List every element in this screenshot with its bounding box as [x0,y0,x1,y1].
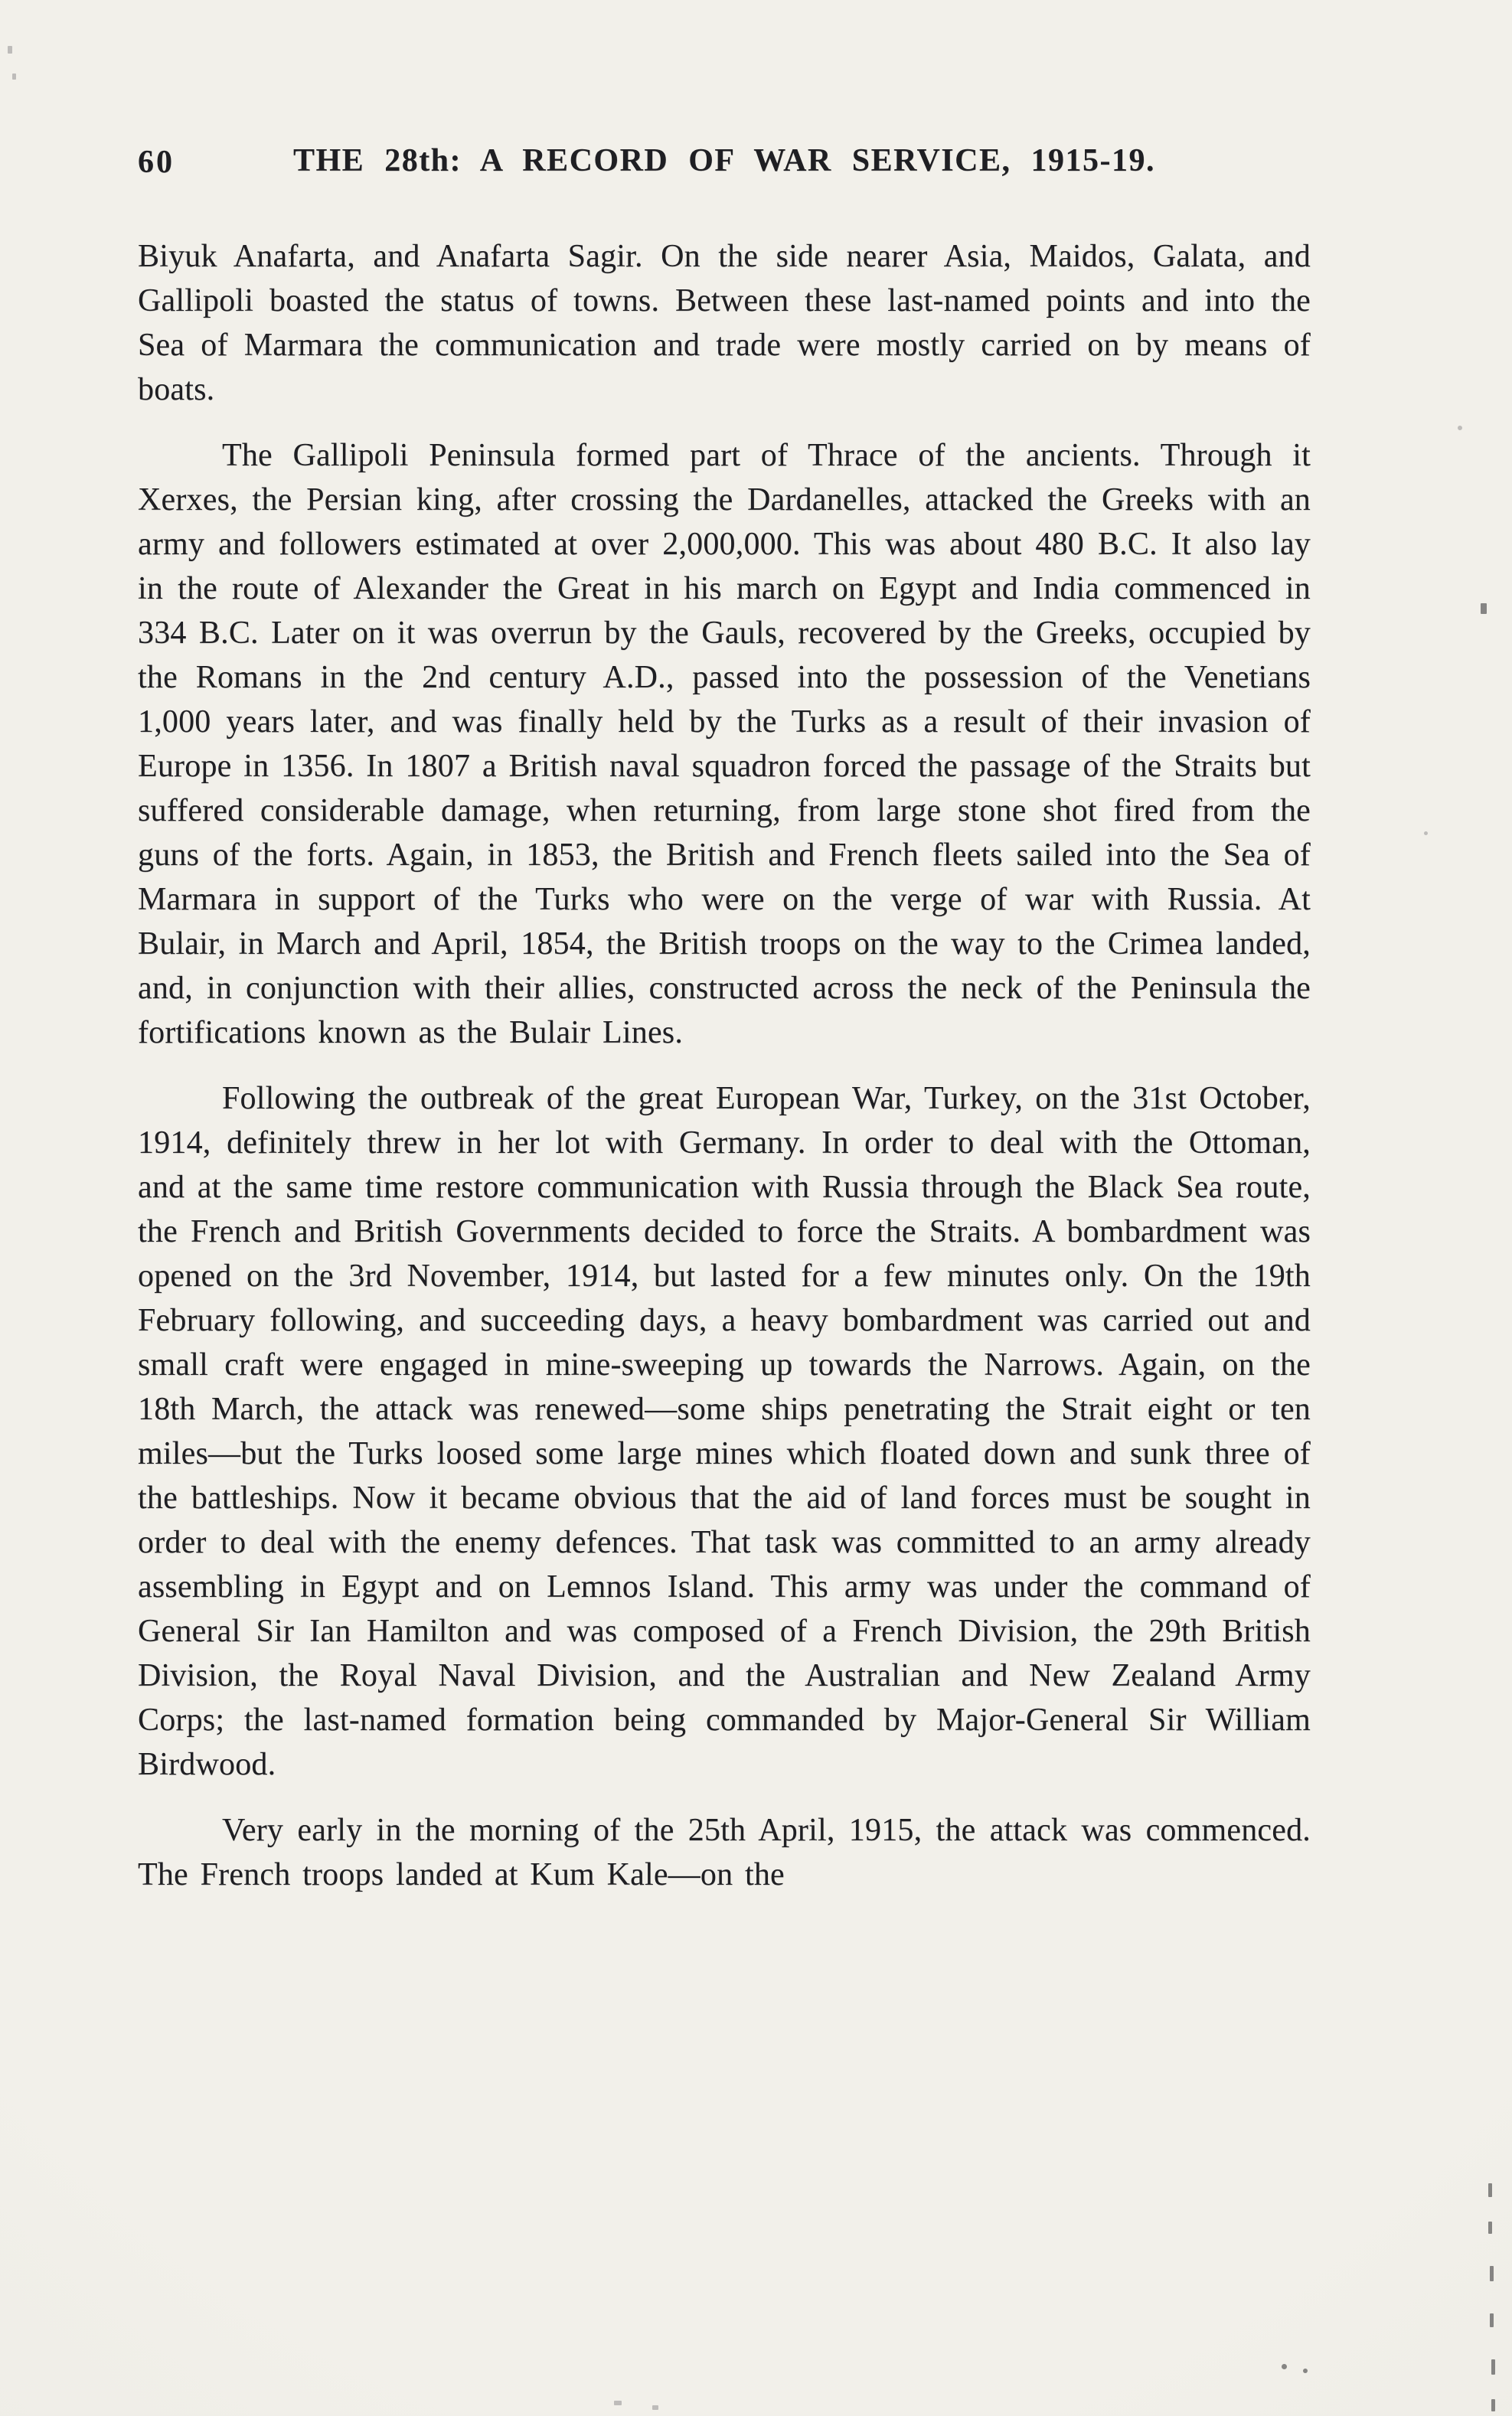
scan-speck [1481,603,1487,614]
scan-speck [1490,2266,1494,2281]
page-number: 60 [138,145,175,180]
scan-speck [1491,2399,1495,2411]
scan-speck [1282,2364,1287,2369]
scan-speck [1303,2369,1308,2373]
scan-speck [1424,831,1428,835]
scan-speck [12,73,16,80]
page-header [138,142,1311,188]
paragraph-1: Biyuk Anafarta, and Anafarta Sagir. On the side nearer Asia, Maidos, Galata, and Gallipoli boasted the status of towns. Between these last-named points and into the Sea of Marmara the communication and trade were mostly carried on by means of boats. [138,239,1311,407]
scan-speck [1458,426,1462,430]
scan-speck [1488,2222,1492,2234]
paragraph-4: Very early in the morning of the 25th April, 1915, the attack was commenced. The French troops landed at Kum Kale—on the [138,1813,1311,1892]
scan-speck [652,2405,658,2410]
body-text [138,234,1311,1897]
scan-speck [1488,2183,1492,2197]
scan-speck [1491,2359,1495,2375]
paragraph-3: Following the outbreak of the great European War, Turkey, on the 31st October, 1914, definitely threw in her lot with Germany. In order to deal with the Ottoman, and at the same time restore communication with Russia through the Black Sea route, the French and British Governments decided to force the Straits. A bombardment was opened on the 3rd November, 1914, but lasted for a few minutes only. On the 19th February following, and succeeding days, a heavy bombardment was carried out and small craft were engaged in mine-sweeping up towards the Narrows. Again, on the 18th March, the attack was renewed—some ships penetrating the Strait eight or ten miles—but the Turks loosed some large mines which floated down and sunk three of the battleships. Now it became obvious that the aid of land forces must be sought in order to deal with the enemy defences. That task was committed to an army already assembling in Egypt and on Lemnos Island. This army was under the command of General Sir Ian Hamilton and was composed of a French Division, the 29th British Division, the Royal Naval Division, and the Australian and New Zealand Army Corps; the last-named formation being commanded by Major-General Sir William Birdwood. [138,1081,1311,1782]
scan-speck [8,46,12,54]
running-title: THE 28th: A RECORD OF WAR SERVICE, 1915-19. [293,143,1155,178]
paragraph-2: The Gallipoli Peninsula formed part of Thrace of the ancients. Through it Xerxes, the Persian king, after crossing the Dardanelles, attacked the Greeks with an army and followers estimated at over 2,000,000. This was about 480 B.C. It also lay in the route of Alexander the Great in his march on Egypt and India commenced in 334 B.C. Later on it was overrun by the Gauls, recovered by the Greeks, occupied by the Romans in the 2nd century A.D., passed into the possession of the Venetians 1,000 years later, and was finally held by the Turks as a result of their invasion of Europe in 1356. In 1807 a British naval squadron forced the passage of the Straits but suffered considerable damage, when returning, from large stone shot fired from the guns of the forts. Again, in 1853, the British and French fleets sailed into the Sea of Marmara in support of the Turks who were on the verge of war with Russia. At Bulair, in March and April, 1854, the British troops on the way to the Crimea landed, and, in conjunction with their allies, constructed across the neck of the Peninsula the fortifications known as the Bulair Lines. [138,438,1311,1050]
scan-speck [1490,2313,1494,2327]
scan-speck [614,2401,622,2405]
